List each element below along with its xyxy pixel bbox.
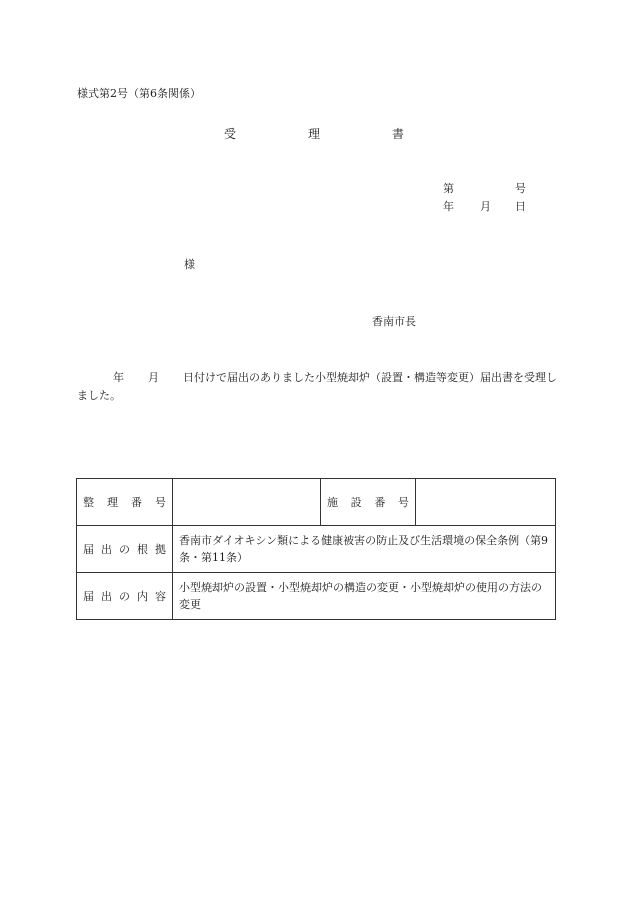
facility-number-field [416,479,556,526]
title-char-3: 書 [392,127,405,141]
label-notification-content: 届 出 の 内 容 [77,573,173,620]
reference-number-field [173,479,321,526]
table-row [77,526,556,573]
doc-no-suffix: 号 [515,182,526,195]
label-reference-number: 整 理 番 号 [77,479,173,526]
notification-table [76,478,556,620]
label-notification-basis: 届 出 の 根 拠 [77,526,173,573]
notification-basis-value: 香南市ダイオキシン類による健康被害の防止及び生活環境の保全条例（第9条・第11条） [173,526,556,573]
title-char-2: 理 [308,127,321,141]
title-char-1: 受 [224,127,237,141]
body-sentence: 日付けで届出のありました小型焼却炉（設置・構造等変更）届出書を受理しました。 [77,371,557,402]
addressee-honorific: 様 [184,258,195,271]
notification-content-value: 小型焼却炉の設置・小型焼却炉の構造の変更・小型焼却炉の使用の方法の変更 [173,573,556,620]
body-year: 年 [113,371,124,384]
issuer-name: 香南市長 [372,315,416,328]
date-year: 年 [443,200,454,213]
date-month: 月 [480,200,491,213]
date-day: 日 [515,200,526,213]
form-number: 様式第2号（第6条関係） [77,87,201,100]
table-row [77,573,556,620]
label-facility-number: 施 設 番 号 [321,479,416,526]
table-row [77,479,556,526]
doc-no-prefix: 第 [443,182,454,195]
body-text [77,369,557,405]
body-month: 月 [148,371,159,384]
